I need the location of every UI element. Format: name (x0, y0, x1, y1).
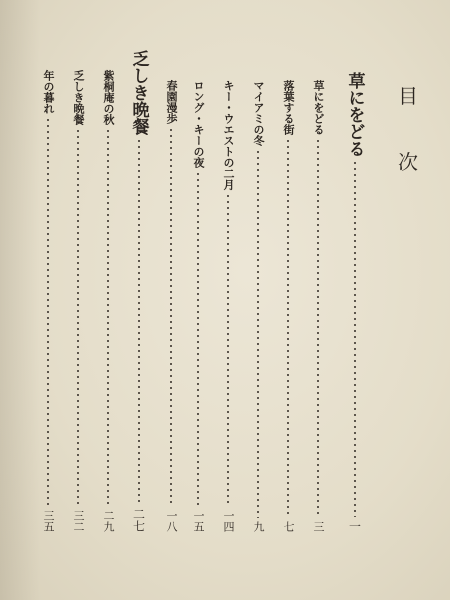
page-number: 一 (347, 520, 362, 532)
page-shadow (0, 0, 40, 600)
page-number: 三二 (72, 510, 85, 532)
toc-title-second: 次 (398, 150, 418, 174)
chapter-title: 草にをどる (344, 72, 365, 157)
dot-leader (287, 138, 289, 518)
toc-entry-2-1[interactable] (100, 70, 116, 532)
page-number: 九 (252, 521, 265, 532)
dot-leader (47, 117, 49, 507)
dot-leader (354, 160, 356, 517)
entry-title: ロング・キーの夜 (192, 80, 205, 168)
page-number: 七 (282, 521, 295, 532)
page-number: 三 (312, 521, 325, 532)
entry-title: マイアミの冬 (252, 80, 265, 146)
dot-leader (170, 127, 172, 507)
page-number: 一五 (192, 510, 205, 532)
toc-entry-1-1[interactable] (310, 80, 326, 532)
entry-title: 落葉する街 (282, 80, 295, 135)
entry-title: 乏しき晩餐 (72, 70, 85, 125)
dot-leader (197, 171, 199, 507)
chapter-title: 乏しき晩餐 (128, 50, 149, 135)
page-number: 三五 (42, 510, 55, 532)
page-number: 二九 (102, 510, 115, 532)
entry-title: 春園漫歩 (165, 80, 178, 124)
dot-leader (138, 138, 140, 505)
dot-leader (257, 149, 259, 518)
toc-entry-1-5[interactable] (190, 80, 206, 532)
page-number: 一八 (165, 510, 178, 532)
entry-title: 年の暮れ (42, 70, 55, 114)
page-number: 二七 (131, 508, 146, 532)
dot-leader (317, 138, 319, 518)
dot-leader (107, 128, 109, 507)
toc-title-first: 目 (398, 84, 418, 108)
page-number: 一四 (222, 510, 235, 532)
toc-entry-1-6[interactable] (163, 80, 179, 532)
toc-entry-2-2[interactable] (70, 70, 86, 532)
toc-entry-1-2[interactable] (280, 80, 296, 532)
toc-entry-2-3[interactable] (40, 70, 56, 532)
entry-title: 草にをどる (312, 80, 325, 135)
dot-leader (227, 193, 229, 507)
toc-entry-1-3[interactable] (250, 80, 266, 532)
toc-entry-1-4[interactable] (220, 80, 236, 532)
entry-title: 紫桐庵の秋 (102, 70, 115, 125)
chapter-entry-2[interactable] (128, 50, 150, 532)
chapter-entry-1[interactable] (344, 72, 366, 532)
dot-leader (77, 128, 79, 507)
toc-title (394, 82, 422, 176)
entry-title: キー・ウエストの二月 (222, 80, 235, 190)
